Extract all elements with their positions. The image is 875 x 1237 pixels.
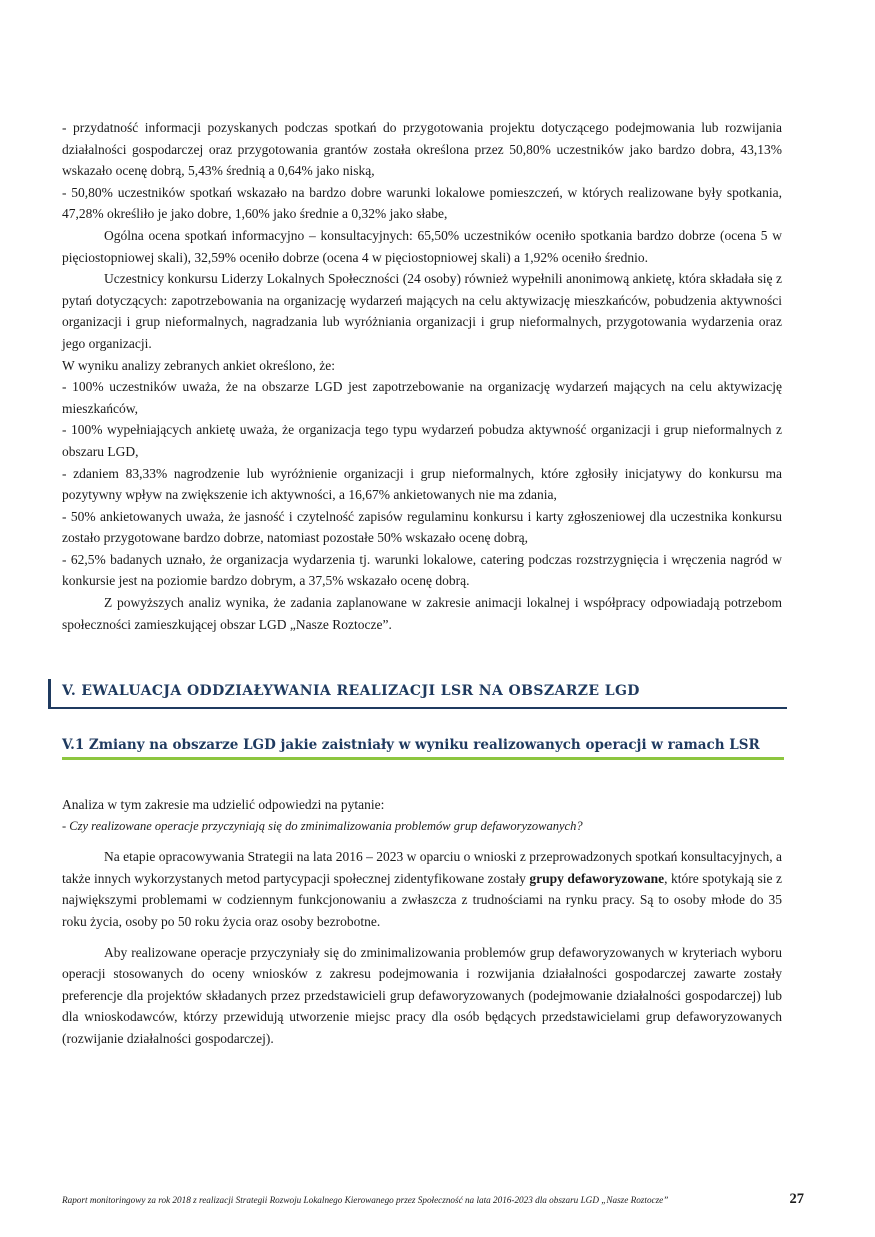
footer-text: Raport monitoringowy za rok 2018 z realizacji Strategii Rozwoju Lokalnego Kierowanego przez Społeczność na lata 2016-2023 dla obszaru LGD „Nasze Roztocze” [62, 1195, 669, 1205]
subsection-heading [62, 737, 784, 760]
bullet-paragraph: - zdaniem 83,33% nagrodzenie lub wyróżnienie organizacji i grup nieformalnych, które zgłosiły inicjatywy do konkursu ma pozytywny wpływ na zwiększenie ich aktywności, a 16,67% ankietowanych nie ma zdania, [62, 465, 782, 503]
conclusion-paragraph: Z powyższych analiz wynika, że zadania zaplanowane w zakresie animacji lokalnej i współpracy odpowiadają potrzebom społeczności zamieszkującej obszar LGD „Nasze Roztocze”. [62, 595, 782, 632]
body-paragraph: Uczestnicy konkursu Liderzy Lokalnych Społeczności (24 osoby) również wypełnili anonimową ankietę, która składała się z pytań dotyczących: zapotrzebowania na organizację wydarzeń mających na celu aktywizację mieszkańców, pobudzenia aktywności organizacji i grup nieformalnych, nagradzania lub wyróżniania organizacji i grup nieformalnych, przygotowania wydarzenia oraz jego organizacji. [62, 271, 782, 351]
bullet-paragraph: - przydatność informacji pozyskanych podczas spotkań do przygotowania projektu dotyczącego podejmowania lub rozwijania działalności gospodarczej oraz przygotowania grantów została określona przez 50,80% uczestników jako bardzo dobra, 43,13% wskazało ocenę dobrą, 5,43% średnią a 0,64% jako niską, [62, 120, 782, 179]
bullet-paragraph: - 62,5% badanych uznało, że organizacja wydarzenia tj. warunki lokalowe, catering podczas rozstrzygnięcia i wręczenia nagród w konkursie jest na poziomie bardzo dobrym, a 37,5% wskazało ocenę dobrą. [62, 551, 782, 589]
top-body-text [62, 117, 782, 635]
bullet-paragraph: - 50% ankietowanych uważa, że jasność i czytelność zapisów regulaminu konkursu i karty zgłoszeniowej dla uczestnika konkursu zostało przygotowane bardzo dobrze, natomiast pozostałe 50% wskazało ocenę dobrą, [62, 508, 782, 546]
section-body-text [62, 794, 782, 1050]
body-paragraph [62, 846, 782, 932]
para1-start: Na etapie opracowywania Strategii na lata 2016 – 2023 w oparciu o wnioski z przeprowadzonych spotkań konsultacyjnych, a także innych wykorzystanych metod partycypacji społecznej zidentyfikowane zostały [62, 849, 782, 886]
bullet-paragraph: - 100% wypełniających ankietę uważa, że organizacja tego typu wydarzeń pobudza aktywność organizacji i grup nieformalnych z obszaru LGD, [62, 422, 782, 459]
section-heading [48, 679, 787, 709]
body-paragraph: Ogólna ocena spotkań informacyjno – konsultacyjnych: 65,50% uczestników oceniło spotkania bardzo dobrze (ocena 5 w pięciostopniowej skali), 32,59% oceniło dobrze (ocena 4 w pięciostopniowej skali) a 1,92% oceniło średnio. [62, 227, 782, 265]
para1-end: , które spotykają sie z największymi problemami w codziennym funkcjonowaniu a zwłaszcza z trudnościami na rynku pracy. Są to osoby młode do 35 roku życia, osoby po 50 roku życia oraz osoby bezrobotne. [62, 870, 782, 929]
research-question: - Czy realizowane operacje przyczyniają się do zminimalizowania problemów grup defaworyzowanych? [62, 818, 583, 833]
section-heading-text: V. EWALUACJA ODDZIAŁYWANIA REALIZACJI LSR NA OBSZARZE LGD [62, 683, 640, 699]
bullet-paragraph: - 100% uczestników uważa, że na obszarze LGD jest zapotrzebowanie na organizację wydarzeń mających na celu aktywizację mieszkańców, [62, 379, 782, 416]
body-paragraph: Aby realizowane operacje przyczyniały się do zminimalizowania problemów grup defaworyzowanych w kryteriach wyboru operacji stosowanych do oceny wniosków z zakresu podejmowania i rozwijania działalności gospodarczej zawarte zostały preferencje dla projektów składanych przez przedstawicieli grup defaworyzowanych (podejmowanie działalności gospodarczej) lub dla wnioskodawców, którzy przewidują utworzenie miejsc pracy dla osób będących przedstawicielami grup defaworyzowanych (rozwijanie działalności gospodarczej). [62, 944, 782, 1046]
page-number: 27 [789, 1191, 804, 1207]
para1-bold: grupy defaworyzowane [529, 870, 665, 886]
intro-text: Analiza w tym zakresie ma udzielić odpowiedzi na pytanie: [62, 797, 385, 812]
subsection-heading-text: V.1 Zmiany na obszarze LGD jakie zaistniały w wyniku realizowanych operacji w ramach LSR [62, 737, 760, 753]
bullet-paragraph: - 50,80% uczestników spotkań wskazało na bardzo dobre warunki lokalowe pomieszczeń, w których realizowane były spotkania, 47,28% określiło je jako dobre, 1,60% jako średnie a 0,32% jako słabe, [62, 184, 782, 222]
body-paragraph: W wyniku analizy zebranych ankiet określono, że: [62, 357, 336, 373]
